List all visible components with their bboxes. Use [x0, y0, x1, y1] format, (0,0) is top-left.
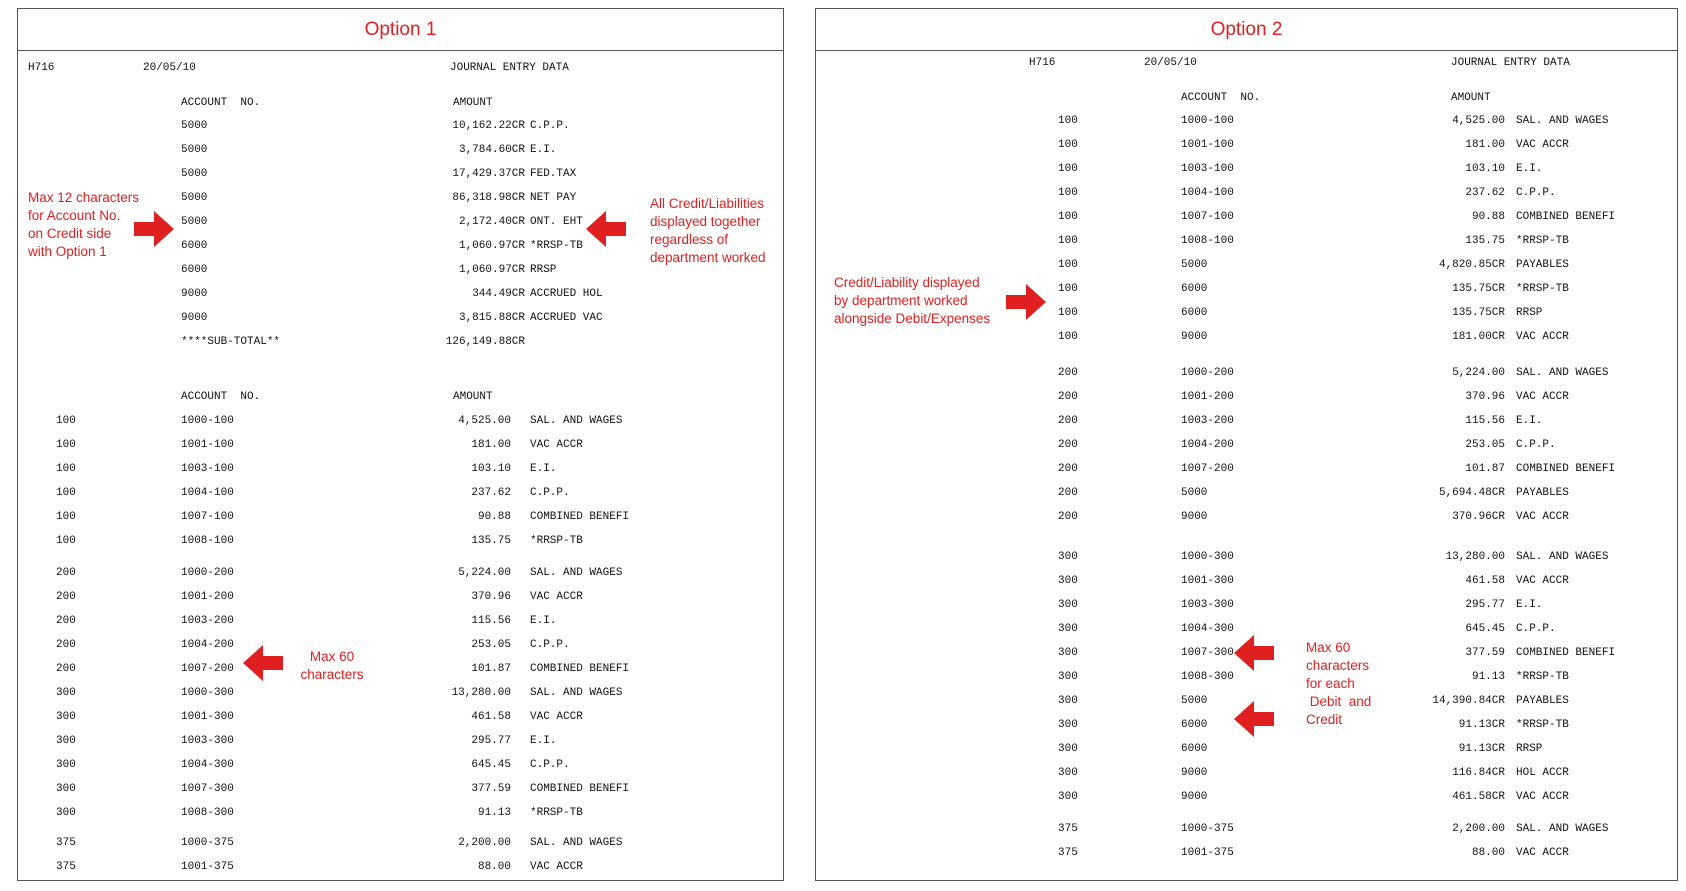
amount: 14,390.84CR: [1432, 695, 1505, 707]
amount: 91.13CR: [1458, 719, 1505, 731]
amount: 135.75CR: [1452, 307, 1505, 319]
description: COMBINED BENEFI: [1516, 647, 1616, 659]
amount-col-header: AMOUNT: [453, 391, 493, 403]
account-number: 1007-100: [181, 511, 234, 523]
description: E.I.: [530, 463, 557, 475]
description: FED.TAX: [530, 168, 577, 180]
description: SAL. AND WAGES: [1516, 367, 1609, 379]
account-number: 9000: [181, 288, 208, 300]
account-number: 1004-300: [181, 759, 234, 771]
report-code: H716: [1029, 57, 1056, 69]
amount: 90.88: [477, 511, 511, 523]
account-number: 6000: [1181, 719, 1208, 731]
account-number: 1004-100: [1181, 187, 1234, 199]
account-number: 1001-300: [181, 711, 234, 723]
account-number: 5000: [1181, 487, 1208, 499]
department: 300: [1058, 599, 1078, 611]
description: C.P.P.: [1516, 439, 1556, 451]
account-number: 1001-375: [1181, 847, 1234, 859]
account-number: 1003-100: [1181, 163, 1234, 175]
department: 100: [1058, 139, 1078, 151]
description: NET PAY: [530, 192, 577, 204]
department: 100: [56, 487, 76, 499]
department: 100: [1058, 259, 1078, 271]
department: 100: [1058, 283, 1078, 295]
description: COMBINED BENEFI: [1516, 463, 1616, 475]
department: 200: [56, 567, 76, 579]
department: 300: [1058, 743, 1078, 755]
description: COMBINED BENEFI: [530, 663, 630, 675]
amount: 115.56: [1465, 415, 1505, 427]
arrow-left-icon: [243, 645, 285, 681]
description: E.I.: [1516, 415, 1543, 427]
department: 200: [1058, 391, 1078, 403]
amount: 181.00: [471, 439, 511, 451]
amount: 116.84CR: [1452, 767, 1505, 779]
description: PAYABLES: [1516, 259, 1569, 271]
department: 300: [56, 783, 76, 795]
department: 300: [56, 687, 76, 699]
amount: 461.58: [471, 711, 511, 723]
amount: 86,318.98CR: [452, 192, 525, 204]
department: 300: [1058, 623, 1078, 635]
account-number: 5000: [181, 192, 208, 204]
report-code: H716: [28, 62, 55, 74]
account-number: 9000: [1181, 511, 1208, 523]
amount: 4,820.85CR: [1438, 259, 1505, 271]
account-number: 1003-300: [1181, 599, 1234, 611]
department: 100: [1058, 307, 1078, 319]
account-number: 1007-300: [1181, 647, 1234, 659]
account-number: 1003-200: [181, 615, 234, 627]
amount: 295.77: [471, 735, 511, 747]
description: VAC ACCR: [530, 591, 583, 603]
description: SAL. AND WAGES: [1516, 823, 1609, 835]
description: ACCRUED VAC: [530, 312, 603, 324]
description: C.P.P.: [1516, 623, 1556, 635]
department: 200: [56, 615, 76, 627]
description: *RRSP-TB: [1516, 235, 1569, 247]
description: SAL. AND WAGES: [530, 567, 623, 579]
department: 100: [1058, 163, 1078, 175]
description: VAC ACCR: [1516, 511, 1569, 523]
amount: 181.00CR: [1452, 331, 1505, 343]
account-number: 1004-200: [1181, 439, 1234, 451]
account-number: 1004-300: [1181, 623, 1234, 635]
account-number: 1000-300: [181, 687, 234, 699]
account-number: 1003-300: [181, 735, 234, 747]
department: 300: [1058, 791, 1078, 803]
amount: 295.77: [1465, 599, 1505, 611]
account-number: 9000: [1181, 791, 1208, 803]
amount: 91.13: [477, 807, 511, 819]
description: SAL. AND WAGES: [1516, 551, 1609, 563]
amount: 115.56: [471, 615, 511, 627]
account-number: 1008-100: [1181, 235, 1234, 247]
description: RRSP: [1516, 743, 1543, 755]
annotation-max-60-characters-debit-credit: Max 60 characters for each Debit and Credit: [1306, 640, 1372, 727]
department: 300: [56, 807, 76, 819]
department: 200: [1058, 415, 1078, 427]
amount: 237.62: [471, 487, 511, 499]
amount: 461.58: [1465, 575, 1505, 587]
amount: 461.58CR: [1452, 791, 1505, 803]
account-number: 5000: [1181, 259, 1208, 271]
amount: 1,060.97CR: [458, 264, 525, 276]
description: *RRSP-TB: [1516, 719, 1569, 731]
account-number: 1007-200: [181, 663, 234, 675]
department: 300: [1058, 647, 1078, 659]
description: ACCRUED HOL: [530, 288, 603, 300]
amount: 10,162.22CR: [452, 120, 525, 132]
description: C.P.P.: [530, 487, 570, 499]
description: E.I.: [1516, 599, 1543, 611]
account-number: 1000-300: [1181, 551, 1234, 563]
account-number: 1004-200: [181, 639, 234, 651]
department: 300: [56, 735, 76, 747]
department: 100: [56, 535, 76, 547]
department: 300: [1058, 767, 1078, 779]
account-number: ****SUB-TOTAL**: [181, 336, 281, 348]
description: VAC ACCR: [1516, 847, 1569, 859]
account-col-header: ACCOUNT NO.: [181, 391, 261, 403]
description: C.P.P.: [530, 759, 570, 771]
description: COMBINED BENEFI: [530, 783, 630, 795]
department: 100: [56, 415, 76, 427]
account-number: 6000: [181, 264, 208, 276]
account-number: 1001-375: [181, 861, 234, 873]
amount: 4,525.00: [458, 415, 511, 427]
description: *RRSP-TB: [530, 240, 583, 252]
description: VAC ACCR: [1516, 391, 1569, 403]
description: E.I.: [1516, 163, 1543, 175]
amount: 2,172.40CR: [458, 216, 525, 228]
account-number: 5000: [181, 168, 208, 180]
description: VAC ACCR: [530, 439, 583, 451]
amount: 135.75: [1465, 235, 1505, 247]
account-number: 6000: [181, 240, 208, 252]
amount: 253.05: [1465, 439, 1505, 451]
description: RRSP: [530, 264, 557, 276]
account-number: 1000-200: [1181, 367, 1234, 379]
amount: 3,815.88CR: [458, 312, 525, 324]
amount: 370.96: [1465, 391, 1505, 403]
amount: 2,200.00: [458, 837, 511, 849]
description: SAL. AND WAGES: [530, 415, 623, 427]
amount: 344.49CR: [472, 288, 525, 300]
department: 200: [56, 663, 76, 675]
department: 375: [56, 837, 76, 849]
department: 200: [1058, 439, 1078, 451]
account-number: 1004-100: [181, 487, 234, 499]
department: 100: [1058, 115, 1078, 127]
amount: 135.75: [471, 535, 511, 547]
description: C.P.P.: [530, 639, 570, 651]
amount-col-header: AMOUNT: [453, 97, 493, 109]
description: *RRSP-TB: [1516, 671, 1569, 683]
account-number: 1007-300: [181, 783, 234, 795]
description: C.P.P.: [530, 120, 570, 132]
department: 375: [56, 861, 76, 873]
department: 100: [1058, 235, 1078, 247]
department: 200: [1058, 463, 1078, 475]
account-number: 9000: [181, 312, 208, 324]
amount: 237.62: [1465, 187, 1505, 199]
option2-panel: [815, 8, 1678, 881]
amount: 13,280.00: [1445, 551, 1505, 563]
amount: 88.00: [1471, 847, 1505, 859]
description: RRSP: [1516, 307, 1543, 319]
department: 100: [56, 439, 76, 451]
account-col-header: ACCOUNT NO.: [1181, 92, 1261, 104]
amount: 90.88: [1471, 211, 1505, 223]
account-number: 1008-300: [1181, 671, 1234, 683]
report-title: JOURNAL ENTRY DATA: [450, 62, 569, 74]
account-number: 1001-300: [1181, 575, 1234, 587]
amount: 253.05: [471, 639, 511, 651]
account-number: 5000: [1181, 695, 1208, 707]
department: 300: [1058, 575, 1078, 587]
annotation-credit-by-department: Credit/Liability displayed by department worked alongside Debit/Expenses: [834, 275, 991, 326]
amount: 101.87: [1465, 463, 1505, 475]
description: SAL. AND WAGES: [530, 687, 623, 699]
account-number: 1008-100: [181, 535, 234, 547]
amount: 3,784.60CR: [458, 144, 525, 156]
amount: 4,525.00: [1452, 115, 1505, 127]
description: VAC ACCR: [1516, 139, 1569, 151]
option1-title: Option 1: [18, 9, 783, 51]
description: VAC ACCR: [1516, 791, 1569, 803]
description: VAC ACCR: [530, 711, 583, 723]
amount: 101.87: [471, 663, 511, 675]
description: E.I.: [530, 144, 557, 156]
amount: 370.96CR: [1452, 511, 1505, 523]
option2-title: Option 2: [816, 9, 1677, 51]
amount: 370.96: [471, 591, 511, 603]
account-number: 1007-100: [1181, 211, 1234, 223]
department: 300: [1058, 671, 1078, 683]
description: C.P.P.: [1516, 187, 1556, 199]
description: PAYABLES: [1516, 487, 1569, 499]
account-number: 1001-100: [181, 439, 234, 451]
amount: 645.45: [1465, 623, 1505, 635]
arrow-right-icon: [1006, 284, 1048, 320]
description: VAC ACCR: [530, 861, 583, 873]
annotation-max-12-characters: Max 12 characters for Account No. on Credit side with Option 1: [28, 190, 140, 259]
amount: 181.00: [1465, 139, 1505, 151]
amount: 5,224.00: [1452, 367, 1505, 379]
department: 300: [56, 759, 76, 771]
amount: 5,694.48CR: [1438, 487, 1505, 499]
account-number: 1001-100: [1181, 139, 1234, 151]
option1-panel: [17, 8, 784, 881]
department: 375: [1058, 823, 1078, 835]
amount: 13,280.00: [451, 687, 511, 699]
account-number: 9000: [1181, 767, 1208, 779]
account-number: 6000: [1181, 283, 1208, 295]
amount: 2,200.00: [1452, 823, 1505, 835]
description: VAC ACCR: [1516, 575, 1569, 587]
arrow-left-icon: [1234, 635, 1276, 671]
account-number: 1000-375: [181, 837, 234, 849]
description: PAYABLES: [1516, 695, 1569, 707]
arrow-left-icon: [1234, 701, 1276, 737]
account-col-header: ACCOUNT NO.: [181, 97, 261, 109]
description: ONT. EHT: [530, 216, 583, 228]
arrow-left-icon: [586, 211, 628, 247]
account-number: 1000-200: [181, 567, 234, 579]
description: E.I.: [530, 615, 557, 627]
amount: 91.13: [1471, 671, 1505, 683]
description: *RRSP-TB: [530, 807, 583, 819]
report-date: 20/05/10: [143, 62, 196, 74]
amount: 126,149.88CR: [445, 336, 525, 348]
account-number: 1007-200: [1181, 463, 1234, 475]
account-number: 6000: [1181, 743, 1208, 755]
description: HOL ACCR: [1516, 767, 1569, 779]
department: 200: [1058, 511, 1078, 523]
amount: 103.10: [1465, 163, 1505, 175]
amount: 645.45: [471, 759, 511, 771]
department: 100: [56, 463, 76, 475]
account-number: 1001-200: [181, 591, 234, 603]
department: 200: [1058, 367, 1078, 379]
description: VAC ACCR: [1516, 331, 1569, 343]
arrow-right-icon: [134, 211, 176, 247]
description: COMBINED BENEFI: [530, 511, 630, 523]
department: 100: [1058, 187, 1078, 199]
report-date: 20/05/10: [1144, 57, 1197, 69]
amount: 91.13CR: [1458, 743, 1505, 755]
account-number: 1001-200: [1181, 391, 1234, 403]
amount: 135.75CR: [1452, 283, 1505, 295]
department: 200: [56, 591, 76, 603]
account-number: 5000: [181, 120, 208, 132]
amount: 88.00: [477, 861, 511, 873]
account-number: 1000-375: [1181, 823, 1234, 835]
department: 100: [1058, 331, 1078, 343]
description: COMBINED BENEFI: [1516, 211, 1616, 223]
department: 100: [56, 511, 76, 523]
account-number: 1003-200: [1181, 415, 1234, 427]
department: 300: [56, 711, 76, 723]
department: 375: [1058, 847, 1078, 859]
amount: 17,429.37CR: [452, 168, 525, 180]
account-number: 1008-300: [181, 807, 234, 819]
department: 300: [1058, 719, 1078, 731]
account-number: 1000-100: [1181, 115, 1234, 127]
department: 200: [56, 639, 76, 651]
amount: 1,060.97CR: [458, 240, 525, 252]
description: *RRSP-TB: [530, 535, 583, 547]
amount: 377.59: [1465, 647, 1505, 659]
description: SAL. AND WAGES: [530, 837, 623, 849]
account-number: 5000: [181, 216, 208, 228]
description: SAL. AND WAGES: [1516, 115, 1609, 127]
amount: 377.59: [471, 783, 511, 795]
department: 300: [1058, 551, 1078, 563]
amount: 5,224.00: [458, 567, 511, 579]
account-number: 6000: [1181, 307, 1208, 319]
account-number: 1003-100: [181, 463, 234, 475]
department: 200: [1058, 487, 1078, 499]
amount: 103.10: [471, 463, 511, 475]
account-number: 1000-100: [181, 415, 234, 427]
account-number: 5000: [181, 144, 208, 156]
description: E.I.: [530, 735, 557, 747]
amount-col-header: AMOUNT: [1451, 92, 1491, 104]
annotation-all-credit-liabilities: All Credit/Liabilities displayed together regardless of department worked: [650, 196, 766, 265]
report-title: JOURNAL ENTRY DATA: [1451, 57, 1570, 69]
description: *RRSP-TB: [1516, 283, 1569, 295]
annotation-max-60-characters: Max 60 characters: [300, 649, 364, 682]
account-number: 9000: [1181, 331, 1208, 343]
department: 300: [1058, 695, 1078, 707]
department: 100: [1058, 211, 1078, 223]
